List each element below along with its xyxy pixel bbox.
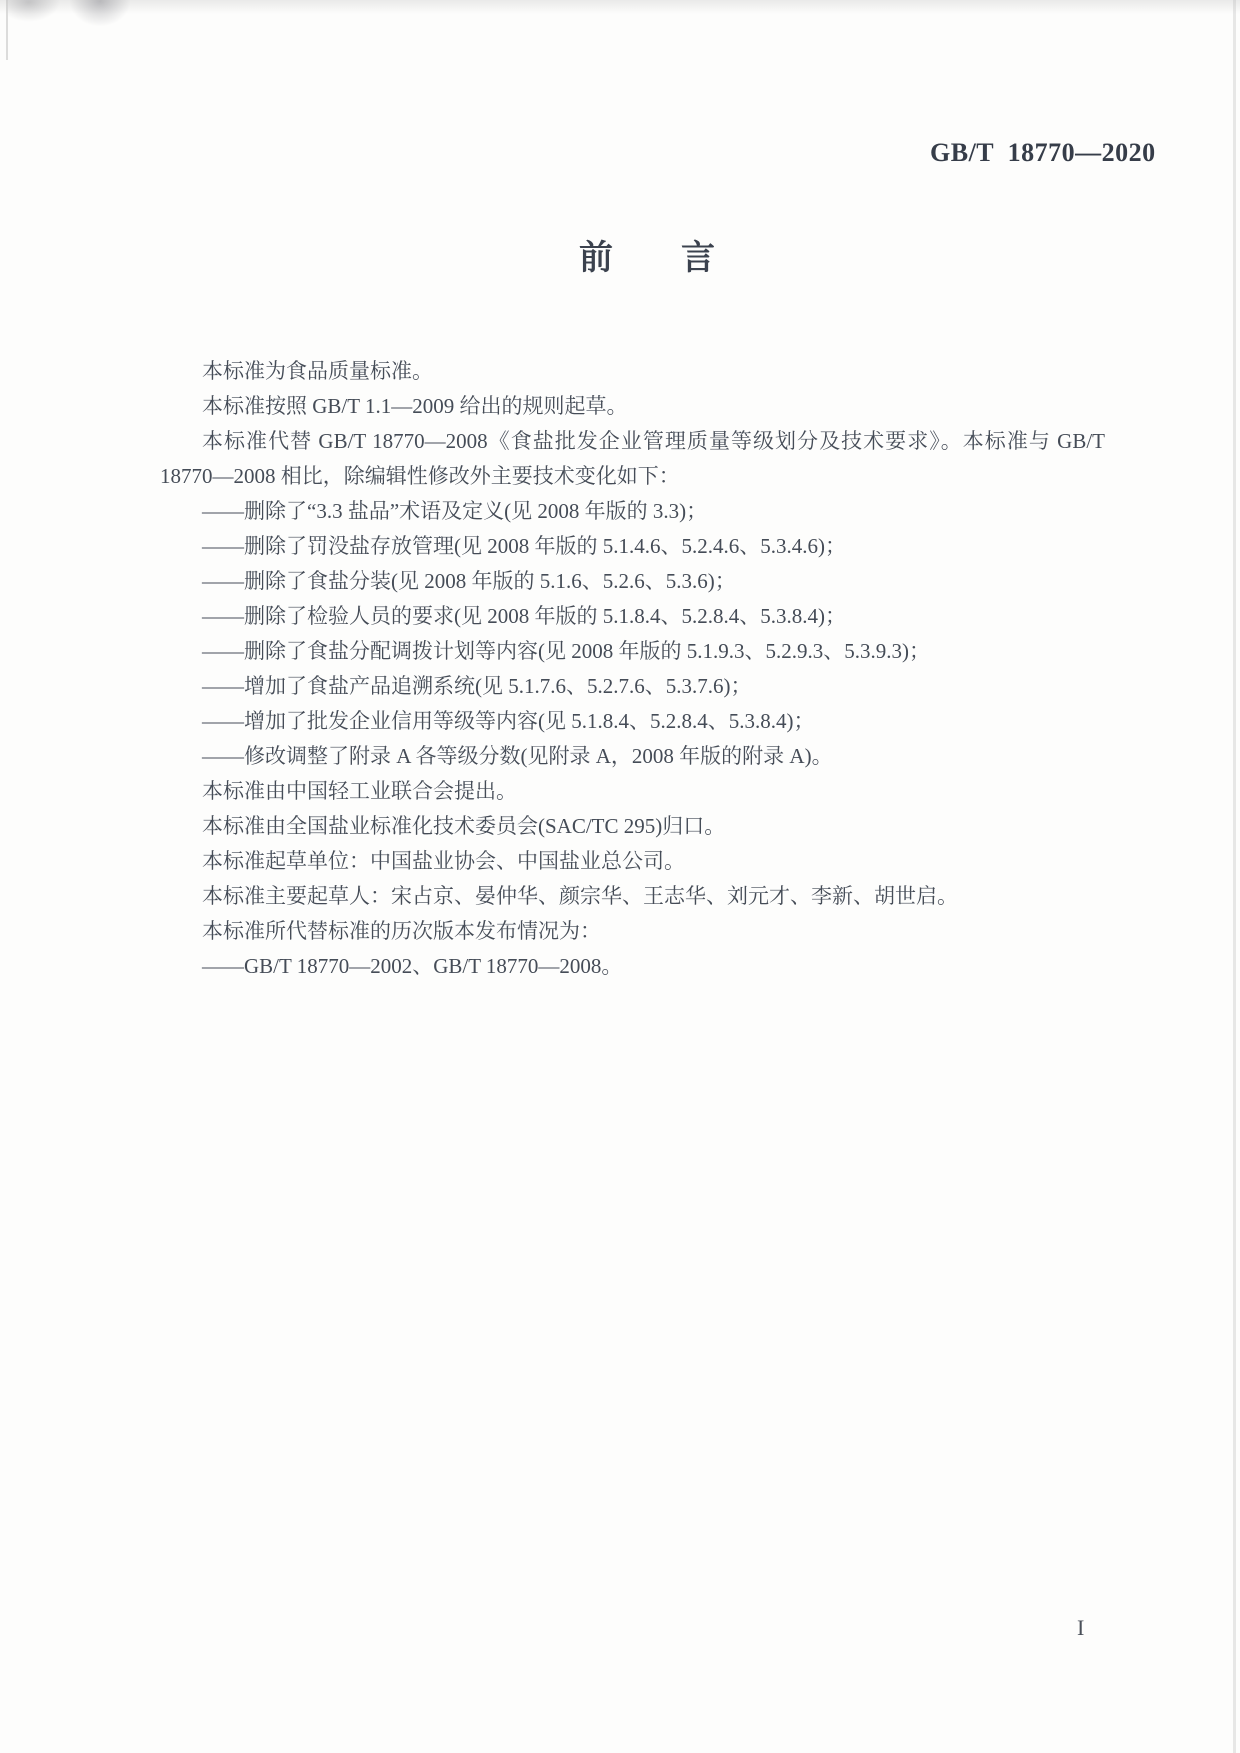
paragraph: 本标准代替 GB/T 18770—2008《食盐批发企业管理质量等级划分及技术要求》。本标准与 GB/T 18770—2008 相比，除编辑性修改外主要技术变化如下： <box>160 429 1105 488</box>
change-list-item: ——增加了批发企业信用等级等内容(见 5.1.8.4、5.2.8.4、5.3.8.4)； <box>202 709 815 733</box>
scan-artifact-smudge <box>8 0 60 22</box>
scan-artifact-left-edge <box>6 0 8 60</box>
scan-artifact-top-strip <box>0 0 1240 14</box>
paragraph: 本标准按照 GB/T 1.1—2009 给出的规则起草。 <box>202 394 628 418</box>
paragraph: 本标准由全国盐业标准化技术委员会(SAC/TC 295)归口。 <box>202 814 726 838</box>
change-list-item: ——删除了“3.3 盐品”术语及定义(见 2008 年版的 3.3)； <box>202 499 708 523</box>
change-list-item: ——删除了食盐分配调拨计划等内容(见 2008 年版的 5.1.9.3、5.2.9.3、5.3.9.3)； <box>202 639 930 663</box>
change-list-item: ——删除了检验人员的要求(见 2008 年版的 5.1.8.4、5.2.8.4、5.3.8.4)； <box>202 604 846 628</box>
change-list-item: ——删除了食盐分装(见 2008 年版的 5.1.6、5.2.6、5.3.6)； <box>202 569 736 593</box>
page-number: I <box>1077 1615 1085 1640</box>
previous-editions-item: ——GB/T 18770—2002、GB/T 18770—2008。 <box>202 954 623 978</box>
paragraph: 本标准为食品质量标准。 <box>202 359 433 383</box>
page-title: 前 言 <box>579 240 715 277</box>
change-list-item: ——删除了罚没盐存放管理(见 2008 年版的 5.1.4.6、5.2.4.6、5.3.4.6)； <box>202 534 846 558</box>
standard-code: GB/T 18770—2020 <box>930 138 1156 167</box>
paragraph: 本标准主要起草人：宋占京、晏仲华、颜宗华、王志华、刘元才、李新、胡世启。 <box>202 884 958 908</box>
change-list-item: ——增加了食盐产品追溯系统(见 5.1.7.6、5.2.7.6、5.3.7.6)； <box>202 674 752 698</box>
change-list-item: ——修改调整了附录 A 各等级分数(见附录 A，2008 年版的附录 A)。 <box>202 744 833 768</box>
paragraph: 本标准所代替标准的历次版本发布情况为： <box>202 919 601 943</box>
foreword-body <box>160 354 1105 984</box>
scan-artifact-smudge <box>70 0 130 26</box>
paragraph: 本标准起草单位：中国盐业协会、中国盐业总公司。 <box>202 849 685 873</box>
paragraph: 本标准由中国轻工业联合会提出。 <box>202 779 517 803</box>
